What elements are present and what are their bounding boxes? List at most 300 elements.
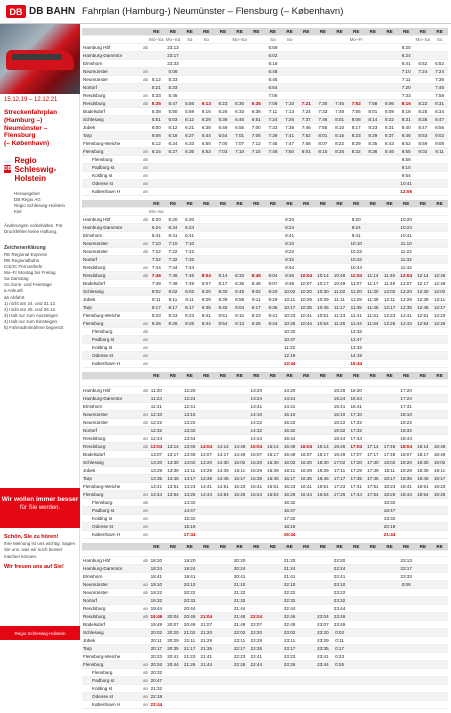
time-cell: 14:24: [281, 394, 298, 402]
time-cell: [181, 336, 198, 344]
time-cell: 12:29: [398, 296, 415, 304]
time-cell: [398, 514, 415, 522]
table-row: [82, 514, 448, 522]
time-cell: 14:30: [215, 458, 232, 466]
time-cell: 7:58: [298, 140, 315, 148]
table-row: [82, 442, 448, 450]
time-cell: [165, 418, 182, 426]
time-cell: [231, 360, 248, 368]
train-type-cell: RE: [265, 200, 282, 208]
time-cell: [198, 352, 215, 360]
time-cell: 7:08: [265, 100, 282, 108]
arrival-departure-marker: an: [143, 173, 149, 178]
time-cell: 9:20: [265, 288, 282, 296]
station-name: Hamburg-Dammtor: [82, 52, 142, 60]
time-cell: [281, 44, 298, 52]
time-cell: [381, 76, 398, 84]
time-cell: [381, 164, 398, 172]
time-cell: 12:20: [181, 386, 198, 394]
time-cell: 16:46: [331, 442, 348, 450]
time-cell: 23:02: [281, 629, 298, 637]
time-cell: 21:46: [231, 613, 248, 621]
time-cell: 15:07: [248, 450, 265, 458]
time-cell: 17:17: [365, 450, 382, 458]
train-type-cell: RE: [348, 200, 365, 208]
table-row: [82, 320, 448, 328]
time-cell: [265, 597, 282, 605]
time-cell: 6:20: [165, 216, 182, 224]
operating-days-cell: Mo–Sa: [415, 37, 431, 42]
time-cell: 22:46: [281, 613, 298, 621]
time-cell: [415, 328, 432, 336]
station-name: Elmshorn: [82, 60, 142, 68]
time-cell: [181, 677, 198, 685]
time-cell: 20:49: [181, 621, 198, 629]
time-cell: [331, 669, 348, 677]
time-cell: [365, 92, 382, 100]
time-cell: [398, 669, 415, 677]
time-cell: [431, 685, 448, 693]
time-cell: [381, 573, 398, 581]
time-cell: [148, 172, 165, 180]
train-type-cell: RE: [248, 200, 265, 208]
time-cell: [215, 565, 232, 573]
time-cell: [365, 188, 382, 196]
station-name: Rendsburg: [82, 272, 142, 280]
time-cell: [148, 498, 165, 506]
timetable: [82, 200, 448, 368]
time-cell: [315, 336, 332, 344]
time-cell: 8:14: [215, 272, 232, 280]
time-cell: [265, 352, 282, 360]
time-cell: [215, 216, 232, 224]
time-cell: 10:44: [348, 264, 365, 272]
time-cell: [198, 216, 215, 224]
time-cell: 19:20: [181, 557, 198, 565]
time-cell: 15:41: [248, 482, 265, 490]
operating-days-cell: [181, 208, 198, 216]
time-cell: [331, 216, 348, 224]
arrival-departure-marker: ab: [143, 419, 149, 425]
time-cell: 7:20: [398, 84, 415, 92]
time-cell: 21:23: [181, 653, 198, 661]
time-cell: 7:48: [265, 148, 282, 156]
time-cell: [248, 498, 265, 506]
time-cell: 13:17: [431, 304, 448, 312]
time-cell: [348, 605, 365, 613]
time-cell: 18:41: [148, 573, 165, 581]
time-cell: [348, 653, 365, 661]
time-cell: 7:07: [231, 140, 248, 148]
station-name: Nortorf: [82, 256, 142, 264]
time-cell: 5:23: [165, 76, 182, 84]
time-cell: [215, 621, 232, 629]
time-cell: 20:41: [165, 653, 182, 661]
arrival-departure-marker: an: [143, 337, 149, 342]
arrival-departure-marker: an: [143, 694, 149, 699]
train-type-cell: RE: [381, 372, 398, 380]
time-cell: [215, 394, 232, 402]
train-type-cell: RE: [248, 28, 265, 36]
feedback-cta[interactable]: Wir freuen uns auf Sie!: [4, 563, 64, 570]
time-cell: [215, 573, 232, 581]
station-name: Hamburg Hbf: [82, 44, 142, 52]
time-cell: 9:10: [231, 312, 248, 320]
time-cell: [215, 506, 232, 514]
time-cell: 14:54: [215, 490, 232, 498]
time-cell: 6:02: [265, 52, 282, 60]
time-cell: 17:20: [348, 458, 365, 466]
time-cell: [381, 386, 398, 394]
station-name: Hamburg-Dammtor: [82, 224, 142, 232]
time-cell: [231, 180, 248, 188]
feedback-banner[interactable]: [0, 488, 80, 528]
time-cell: 18:44: [398, 490, 415, 498]
time-cell: [298, 661, 315, 669]
time-cell: 22:32: [281, 597, 298, 605]
time-cell: 19:44: [148, 605, 165, 613]
time-cell: 13:20: [248, 386, 265, 394]
time-cell: 18:23: [381, 482, 398, 490]
time-cell: [381, 336, 398, 344]
time-cell: [148, 180, 165, 188]
time-cell: [381, 328, 398, 336]
time-cell: 17:54: [365, 490, 382, 498]
time-cell: 12:26: [381, 320, 398, 328]
time-cell: [198, 156, 215, 164]
time-cell: [248, 156, 265, 164]
time-cell: 22:29: [248, 637, 265, 645]
time-cell: [248, 84, 265, 92]
operating-days-cell: [281, 208, 298, 216]
time-cell: 13:44: [281, 360, 298, 368]
time-cell: 11:44: [348, 320, 365, 328]
time-cell: 17:20: [398, 386, 415, 394]
time-cell: 6:26: [215, 108, 232, 116]
time-cell: 22:35: [248, 645, 265, 653]
time-cell: [415, 344, 432, 352]
time-cell: [265, 410, 282, 418]
time-cell: 23:32: [331, 597, 348, 605]
time-cell: [381, 410, 398, 418]
time-cell: 23:17: [281, 645, 298, 653]
station-name: Rendsburg: [82, 442, 142, 450]
time-cell: [365, 68, 382, 76]
train-type-cell: RE: [281, 372, 298, 380]
time-cell: 8:22: [415, 100, 432, 108]
time-cell: [215, 701, 232, 709]
time-cell: [165, 180, 182, 188]
time-cell: [298, 336, 315, 344]
time-cell: 13:14: [165, 442, 182, 450]
time-cell: [281, 677, 298, 685]
time-cell: 8:49: [231, 288, 248, 296]
time-cell: 9:54: [398, 172, 415, 180]
time-cell: [298, 426, 315, 434]
time-cell: 16:32: [331, 426, 348, 434]
time-cell: 6:54: [215, 132, 232, 140]
time-cell: [248, 597, 265, 605]
time-cell: [431, 621, 448, 629]
time-cell: 7:06: [265, 92, 282, 100]
time-cell: 7:47: [281, 140, 298, 148]
time-cell: 13:17: [165, 450, 182, 458]
time-cell: 13:23: [431, 312, 448, 320]
time-cell: 15:44: [281, 434, 298, 442]
time-cell: [348, 164, 365, 172]
time-cell: [248, 188, 265, 196]
route-heading: [0, 103, 79, 148]
time-cell: 21:41: [281, 573, 298, 581]
train-type-cell: RE: [198, 543, 215, 551]
time-cell: 22:07: [248, 621, 265, 629]
time-cell: 17:10: [348, 410, 365, 418]
time-cell: 6:50: [198, 140, 215, 148]
legend-item: 3) Halt nur zum Aussteigen: [4, 312, 59, 318]
time-cell: [415, 52, 432, 60]
time-cell: [298, 514, 315, 522]
train-type-cell: RE: [431, 200, 448, 208]
time-cell: 7:01: [231, 132, 248, 140]
time-cell: [215, 410, 232, 418]
time-cell: [331, 256, 348, 264]
time-cell: 7:58: [365, 100, 382, 108]
time-cell: 7:39: [265, 132, 282, 140]
time-cell: [398, 328, 415, 336]
time-cell: 12:20: [398, 288, 415, 296]
time-cell: [181, 328, 198, 336]
time-cell: 13:44: [181, 434, 198, 442]
train-type-cell: RE: [265, 543, 282, 551]
time-cell: [431, 44, 448, 52]
time-cell: [298, 92, 315, 100]
time-cell: [215, 264, 232, 272]
time-cell: 19:10: [148, 581, 165, 589]
table-row: [82, 629, 448, 637]
time-cell: [381, 661, 398, 669]
time-cell: 14:02: [181, 458, 198, 466]
time-cell: 12:24: [181, 394, 198, 402]
time-cell: [281, 92, 298, 100]
time-cell: [181, 76, 198, 84]
arrival-departure-marker: an: [143, 662, 149, 667]
time-cell: 11:02: [331, 288, 348, 296]
time-cell: [431, 677, 448, 685]
time-cell: [298, 522, 315, 530]
disclaimer: Änderungen vorbehalten. Für Druckfehler keine Haftung.: [4, 223, 63, 235]
table-row: [82, 637, 448, 645]
table-row: [82, 597, 448, 605]
station-name: Nortorf: [82, 597, 142, 605]
time-cell: 9:32: [281, 256, 298, 264]
time-cell: [181, 52, 198, 60]
time-cell: [298, 44, 315, 52]
time-cell: [265, 637, 282, 645]
time-cell: [198, 557, 215, 565]
time-cell: [348, 645, 365, 653]
time-cell: [348, 84, 365, 92]
time-cell: [248, 216, 265, 224]
time-cell: [365, 352, 382, 360]
time-cell: 14:35: [198, 474, 215, 482]
page-title: Fahrplan (Hamburg-) Neumünster – Flensburg (– København): [82, 6, 344, 17]
time-cell: 21:41: [198, 653, 215, 661]
time-cell: [198, 565, 215, 573]
time-cell: 6:41: [165, 232, 182, 240]
time-cell: 19:32: [148, 597, 165, 605]
table-row: [82, 328, 448, 336]
time-cell: [348, 589, 365, 597]
time-cell: [298, 60, 315, 68]
table-row: [82, 164, 448, 172]
time-cell: 16:47: [281, 506, 298, 514]
time-cell: 10:32: [348, 256, 365, 264]
time-cell: [281, 693, 298, 701]
time-cell: [265, 653, 282, 661]
table-row: [82, 296, 448, 304]
time-cell: 6:38: [248, 108, 265, 116]
time-cell: 15:45: [265, 474, 282, 482]
time-cell: 7:35: [281, 124, 298, 132]
table-row: [82, 418, 448, 426]
time-cell: [348, 44, 365, 52]
time-cell: 17:44: [348, 434, 365, 442]
time-cell: [248, 360, 265, 368]
time-cell: [365, 661, 382, 669]
time-cell: 20:44: [165, 661, 182, 669]
time-cell: [348, 172, 365, 180]
time-cell: [331, 84, 348, 92]
time-cell: [215, 84, 232, 92]
time-cell: [381, 637, 398, 645]
train-window: [12, 54, 62, 60]
time-cell: [348, 76, 365, 84]
table-row: [82, 108, 448, 116]
time-cell: 18:47: [381, 506, 398, 514]
time-cell: [265, 386, 282, 394]
operating-days-cell: So: [198, 36, 215, 44]
time-cell: 18:04: [398, 442, 415, 450]
time-cell: [431, 645, 448, 653]
train-type-cell: RE: [431, 28, 448, 36]
time-cell: 6:51: [248, 116, 265, 124]
table-row: [82, 605, 448, 613]
time-cell: 12:23: [381, 312, 398, 320]
train-type-cell: RE: [181, 200, 198, 208]
time-cell: [398, 701, 415, 709]
time-cell: [265, 677, 282, 685]
time-cell: [265, 613, 282, 621]
table-row: [82, 60, 448, 68]
time-cell: [281, 76, 298, 84]
time-cell: [248, 605, 265, 613]
time-cell: [181, 84, 198, 92]
legend-item: Mo–Fr Montag bis Freitag: [4, 270, 56, 276]
time-cell: 7:10: [398, 68, 415, 76]
time-cell: 20:02: [148, 629, 165, 637]
time-cell: 6:12: [165, 124, 182, 132]
time-cell: [281, 84, 298, 92]
time-cell: [331, 92, 348, 100]
time-cell: 9:02: [248, 288, 265, 296]
train-type-cell: RE: [165, 543, 182, 551]
time-cell: 6:12: [181, 116, 198, 124]
time-cell: 12:49: [431, 280, 448, 288]
time-cell: 10:45: [315, 304, 332, 312]
time-cell: 8:20: [281, 216, 298, 224]
operating-days-cell: [415, 208, 432, 216]
time-cell: 9:04: [265, 272, 282, 280]
time-cell: 17:24: [398, 394, 415, 402]
train-type-row: [82, 28, 448, 36]
time-cell: 7:00: [248, 124, 265, 132]
time-cell: 11:10: [398, 240, 415, 248]
table-row: [82, 490, 448, 498]
time-cell: 6:18: [265, 60, 282, 68]
table-row: [82, 394, 448, 402]
station-name: Flensburg: [82, 498, 142, 506]
time-cell: [415, 677, 432, 685]
time-cell: [331, 248, 348, 256]
time-cell: 17:07: [348, 450, 365, 458]
time-cell: 7:00: [215, 140, 232, 148]
time-cell: [165, 426, 182, 434]
time-cell: 22:23: [231, 653, 248, 661]
time-cell: [165, 434, 182, 442]
time-cell: 8:24: [281, 224, 298, 232]
time-cell: [198, 68, 215, 76]
arrival-departure-marker: an: [143, 515, 149, 521]
train-type-cell: RE: [148, 543, 165, 551]
time-cell: [365, 498, 382, 506]
time-cell: 7:30: [315, 100, 332, 108]
time-cell: [198, 434, 215, 442]
time-cell: 8:23: [181, 312, 198, 320]
time-cell: [415, 188, 432, 196]
time-cell: 8:10: [315, 148, 332, 156]
time-cell: 19:49: [148, 621, 165, 629]
time-cell: [248, 68, 265, 76]
time-cell: [281, 180, 298, 188]
time-cell: 6:33: [231, 108, 248, 116]
time-cell: [248, 344, 265, 352]
time-cell: 15:26: [231, 490, 248, 498]
time-cell: 14:23: [181, 482, 198, 490]
time-cell: 8:41: [198, 312, 215, 320]
time-cell: 23:13: [165, 44, 182, 52]
time-cell: 21:11: [181, 637, 198, 645]
station-name: Odense st: [82, 693, 142, 701]
time-cell: [398, 677, 415, 685]
time-cell: [365, 506, 382, 514]
time-cell: [415, 434, 432, 442]
time-cell: 11:11: [331, 296, 348, 304]
time-cell: 8:38: [415, 116, 432, 124]
time-cell: 6:20: [148, 216, 165, 224]
table-row: [82, 180, 448, 188]
time-cell: [348, 68, 365, 76]
time-cell: 6:54: [265, 84, 282, 92]
time-cell: [281, 701, 298, 709]
train-type-cell: RE: [415, 200, 432, 208]
time-cell: 6:27: [165, 148, 182, 156]
time-cell: [265, 264, 282, 272]
arrival-departure-marker: ab: [143, 101, 149, 106]
train-type-cell: RE: [315, 200, 332, 208]
table-row: [82, 402, 448, 410]
time-cell: [398, 352, 415, 360]
station-name: Hamburg-Dammtor: [82, 394, 142, 402]
